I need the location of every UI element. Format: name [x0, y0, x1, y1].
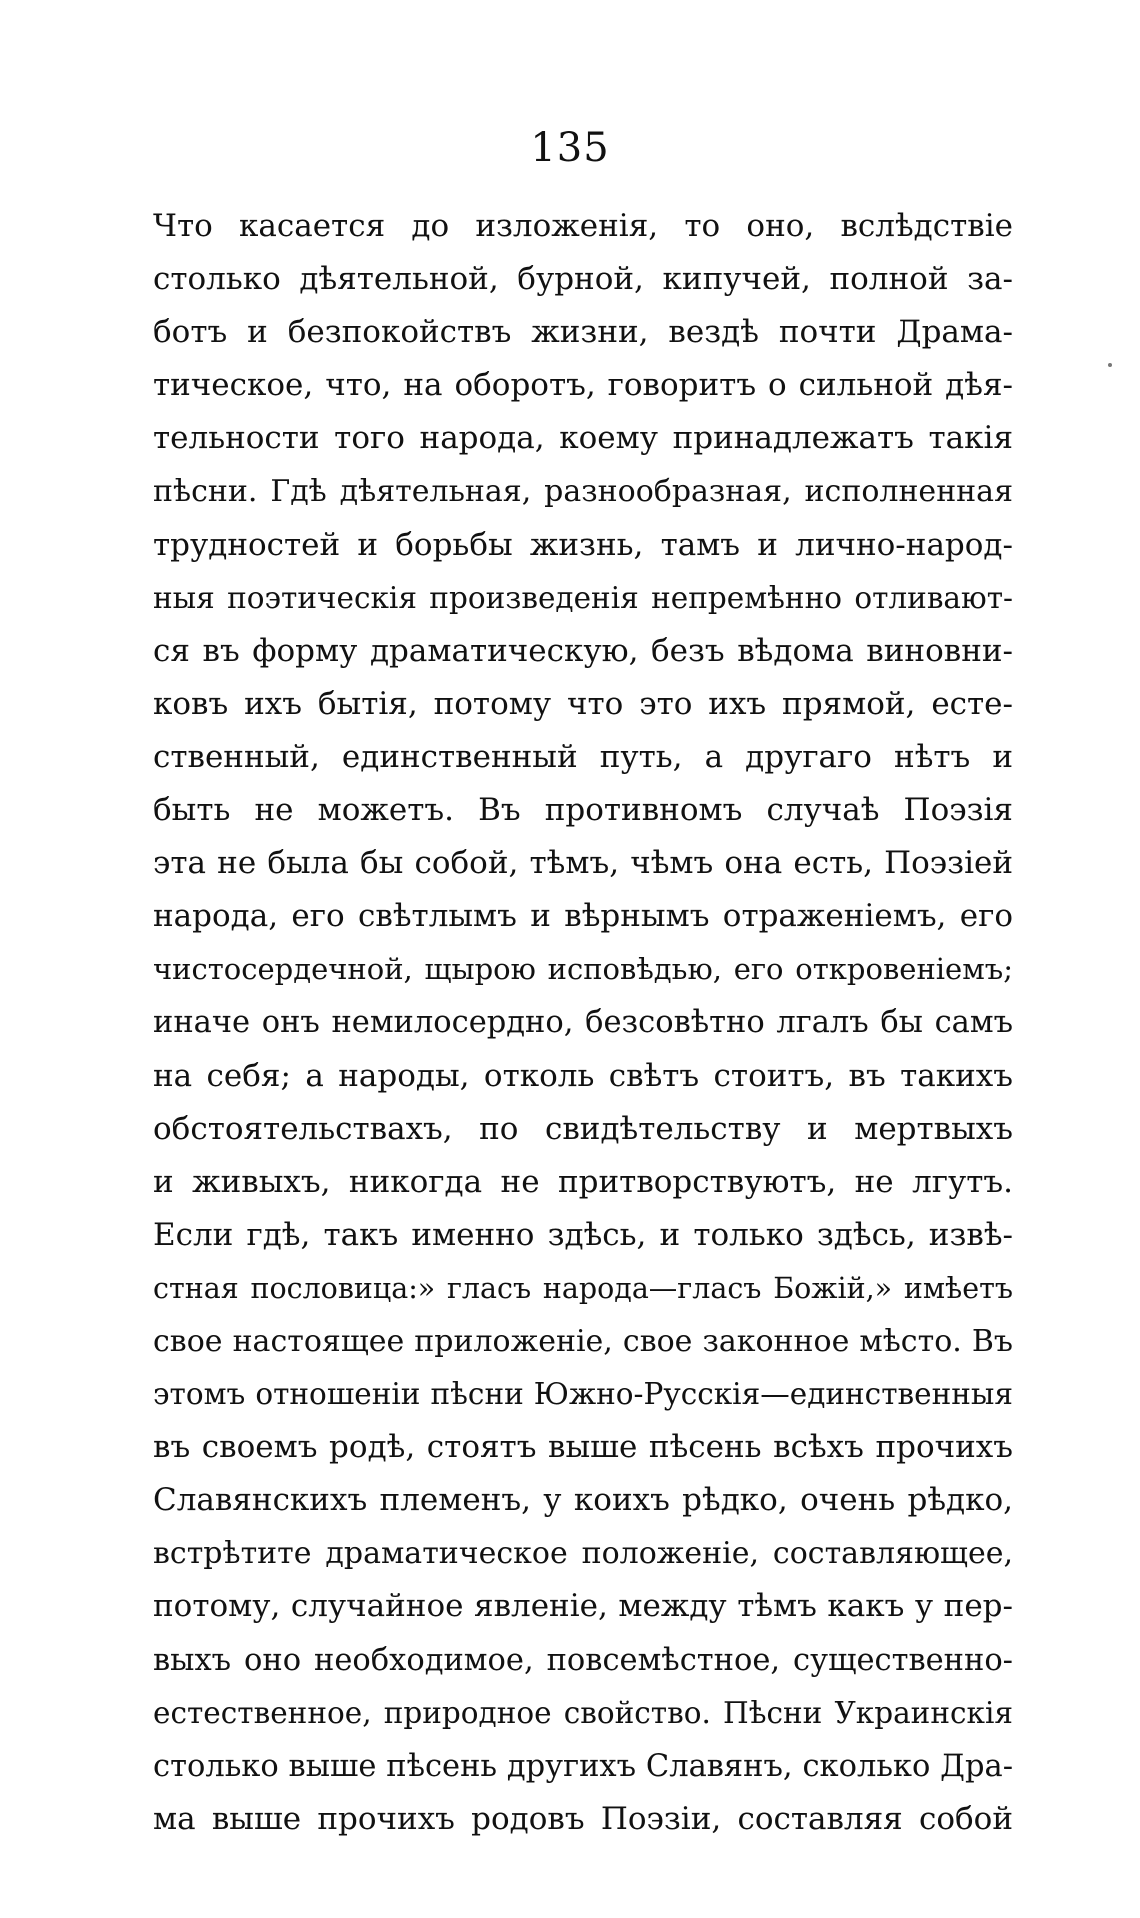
text-line: ныя поэтическія произведенія непремѣнно отливают- — [153, 580, 1013, 615]
text-line: свое настоящее приложеніе, свое законное мѣсто. Въ — [153, 1323, 1013, 1359]
text-line: столько выше пѣсень другихъ Славянъ, сколько Дра- — [153, 1748, 1013, 1784]
margin-speck — [1108, 363, 1112, 367]
text-line: пѣсни. Гдѣ дѣятельная, разнообразная, исполненная — [153, 474, 1013, 510]
text-line: чистосердечной, щырою исповѣдью, его откровеніемъ; — [153, 952, 1013, 987]
text-line: Если гдѣ, такъ именно здѣсь, и только здѣсь, извѣ- — [153, 1216, 1013, 1253]
text-line: этомъ отношеніи пѣсни Южно-Русскія—единственныя — [153, 1377, 1013, 1412]
text-line: встрѣтите драматическое положеніе, составляющее, — [153, 1536, 1013, 1572]
text-line: ковъ ихъ бытія, потому что это ихъ прямой, есте- — [153, 685, 1013, 722]
text-line: иначе онъ немилосердно, безсовѣтно лгалъ бы самъ — [153, 1005, 1013, 1041]
text-line: ся въ форму драматическую, безъ вѣдома виновни- — [153, 632, 1013, 669]
text-line: выхъ оно необходимое, повсемѣстное, существенно- — [153, 1642, 1013, 1678]
text-line: естественное, природное свойство. Пѣсни Украинскія — [153, 1695, 1013, 1730]
text-line: Славянскихъ племенъ, у коихъ рѣдко, очень рѣдко, — [153, 1482, 1013, 1519]
text-line: ма выше прочихъ родовъ Поэзіи, составляя собой — [153, 1800, 1013, 1837]
text-line: тельности того народа, коему принадлежатъ такія — [153, 420, 1013, 457]
text-line: обстоятельствахъ, по свидѣтельству и мертвыхъ — [153, 1110, 1013, 1147]
text-line: столько дѣятельной, бурной, кипучей, полной за- — [153, 261, 1013, 298]
text-line: Что касается до изложенія, то оно, вслѣдствіе — [153, 208, 1013, 244]
body-text — [153, 200, 1013, 1846]
text-line: быть не можетъ. Въ противномъ случаѣ Поэзія — [153, 792, 1013, 829]
text-line: и живыхъ, никогда не притворствуютъ, не лгутъ. — [153, 1163, 1013, 1200]
text-line: потому, случайное явленіе, между тѣмъ какъ у пер- — [153, 1588, 1013, 1625]
text-line: въ своемъ родѣ, стоятъ выше пѣсень всѣхъ прочихъ — [153, 1429, 1013, 1466]
text-line: народа, его свѣтлымъ и вѣрнымъ отраженіемъ, его — [153, 898, 1013, 935]
text-line: эта не была бы собой, тѣмъ, чѣмъ она есть, Поэзіей — [153, 845, 1013, 882]
text-line: тическое, что, на оборотъ, говоритъ о сильной дѣя- — [153, 367, 1013, 404]
text-line: на себя; а народы, отколь свѣтъ стоитъ, въ такихъ — [153, 1057, 1013, 1094]
text-line: ботъ и безпокойствъ жизни, вездѣ почти Драма- — [153, 314, 1013, 351]
text-line: трудностей и борьбы жизнь, тамъ и лично-народ- — [153, 526, 1013, 563]
text-line: ственный, единственный путь, а другаго нѣтъ и — [153, 738, 1013, 775]
page-number: 135 — [530, 125, 610, 171]
text-line: стная пословица:» гласъ народа—гласъ Божій,» имѣетъ — [153, 1271, 1013, 1305]
